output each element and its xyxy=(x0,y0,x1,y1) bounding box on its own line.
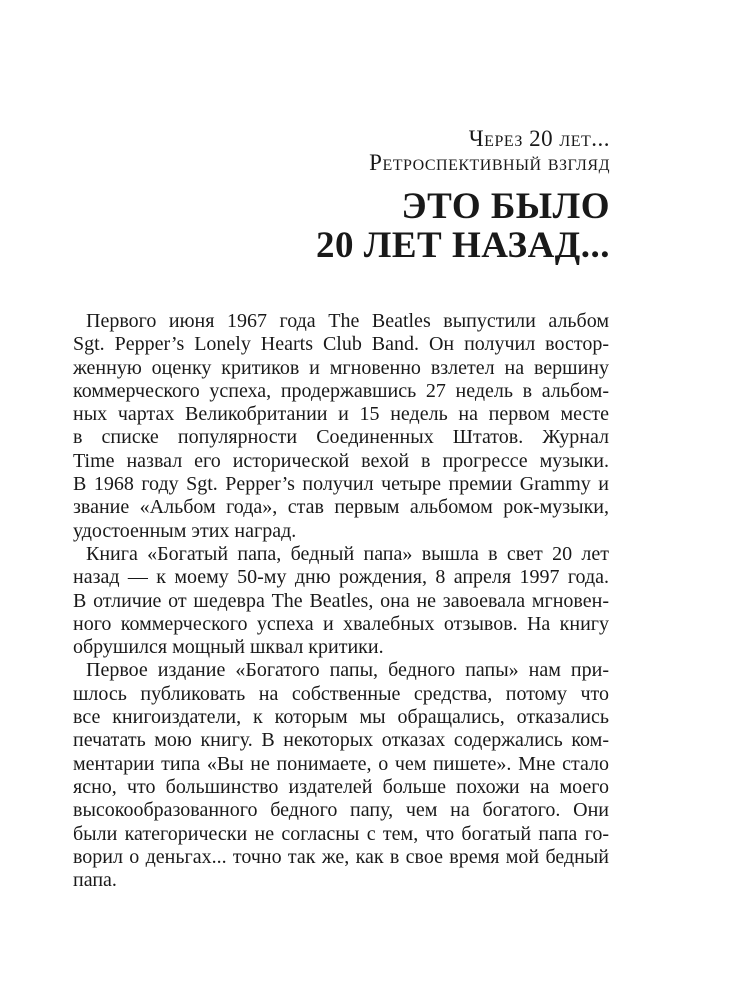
text-line: Первого июня 1967 года The Beatles выпустили альбом xyxy=(86,310,609,332)
text-line: были категорически не согласны с тем, что богатый папа го- xyxy=(73,822,609,845)
text-line: Time назвал его исторической вехой в прогрессе музыки. xyxy=(73,449,609,472)
text-line: В 1968 году Sgt. Pepper’s получил четыре премии Grammy и xyxy=(73,473,609,496)
body-text xyxy=(73,310,609,892)
text-line: коммерческого успеха, продержавшись 27 недель в альбом- xyxy=(73,379,609,402)
paragraph-2 xyxy=(73,543,609,659)
text-line: в списке популярности Соединенных Штатов. Журнал xyxy=(73,426,609,449)
text-line: Sgt. Pepper’s Lonely Hearts Club Band. Он получил востор- xyxy=(73,333,609,356)
text-line: Книга «Богатый папа, бедный папа» вышла в свет 20 лет xyxy=(86,542,609,565)
paragraph-3 xyxy=(73,659,609,892)
text-line: ментарии типа «Вы не понимаете, о чем пишете». Мне стало xyxy=(73,752,609,775)
kicker-line-1: Через 20 лет... xyxy=(468,126,610,151)
text-line: обрушился мощный шквал критики. xyxy=(73,636,384,659)
text-line: все книгоиздатели, к которым мы обращались, отказались xyxy=(73,706,609,729)
text-line: звание «Альбом года», став первым альбомом рок-музыки, xyxy=(73,496,609,519)
text-line: удостоенным этих наград. xyxy=(73,519,297,542)
chapter-kicker xyxy=(73,127,610,175)
chapter-title-line-2: 20 ЛЕТ НАЗАД... xyxy=(316,225,610,266)
text-line: папа. xyxy=(73,869,117,892)
text-line: назад — к моему 50-му дню рождения, 8 апреля 1997 года. xyxy=(73,566,609,589)
text-line: ного коммерческого успеха и хвалебных отзывов. На книгу xyxy=(73,612,609,635)
chapter-title-line-1: ЭТО БЫЛО xyxy=(401,186,610,227)
chapter-title xyxy=(73,187,610,265)
text-line: ворил о деньгах... точно так же, как в свое время мой бедный xyxy=(73,845,609,868)
kicker-line-2: Ретроспективный взгляд xyxy=(369,150,610,175)
text-line: высокообразованного бедного папу, чем на богатого. Они xyxy=(73,799,609,822)
text-line: Первое издание «Богатого папы, бедного папы» нам при- xyxy=(86,659,609,682)
paragraph-1 xyxy=(73,310,609,543)
text-line: В отличие от шедевра The Beatles, она не завоевала мгновен- xyxy=(73,589,609,612)
text-line: печатать мою книгу. В некоторых отказах содержались ком- xyxy=(73,729,609,752)
text-line: ных чартах Великобритании и 15 недель на первом месте xyxy=(73,403,609,426)
text-line: шлось публиковать на собственные средства, потому что xyxy=(73,682,609,705)
text-line: женную оценку критиков и мгновенно взлетел на вершину xyxy=(73,356,609,379)
text-line: ясно, что большинство издателей больше похожи на моего xyxy=(73,775,609,798)
